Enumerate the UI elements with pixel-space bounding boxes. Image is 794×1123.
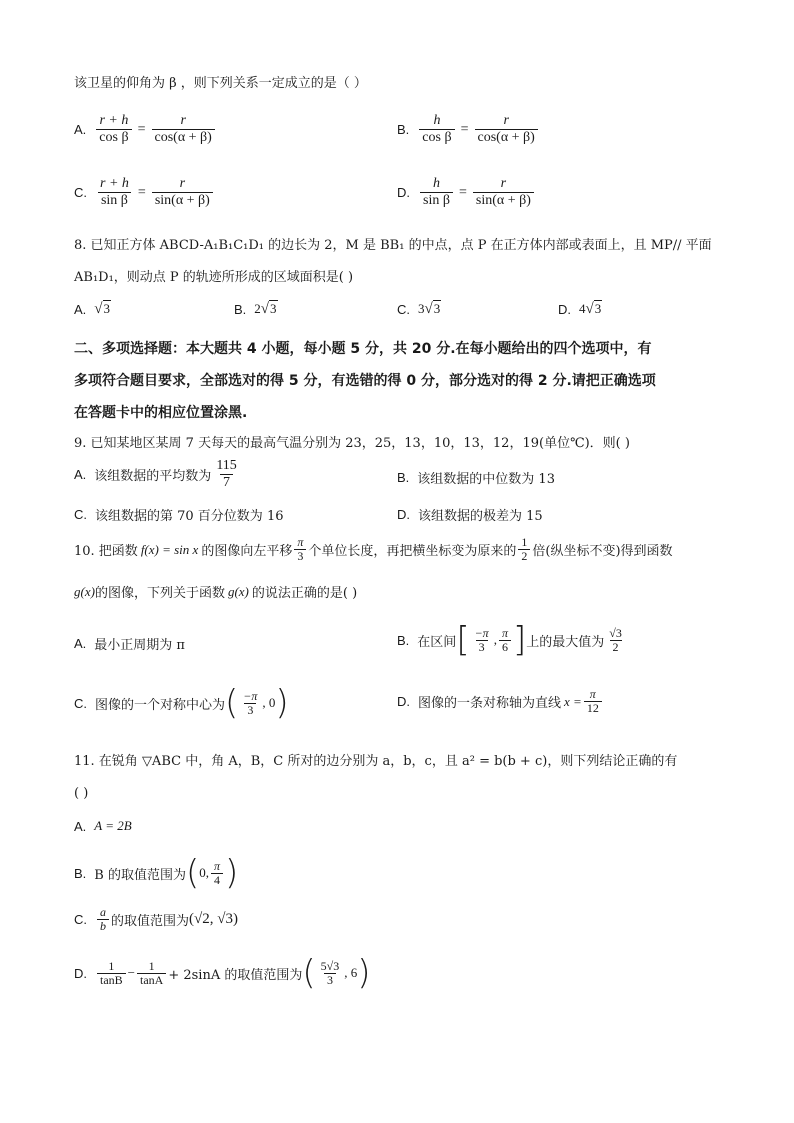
section-heading-line2: 多项符合题目要求，全部选对的得 5 分，有选错的得 0 分，部分选对的得 2 分.请把正确选项 [74, 373, 656, 389]
option-label: C. [74, 185, 87, 200]
fraction: $\frac{h}{\text{sin β}}$ [420, 176, 453, 209]
fraction: $\frac{r}{\sin(\alpha + \beta)}$ [152, 176, 213, 209]
q11-stem: 11. 在锐角 ▽ABC 中，角 A，B，C 所对的边分别为 a，b，c，且 a² = b(b + c)，则下列结论正确的有 [74, 754, 678, 769]
q10-option-c: C. 图像的一个对称中心为 ( $\frac{-\pi}{3}$ , 0 ) [74, 683, 289, 723]
fraction: $\frac{-\pi}{3}$ [474, 625, 489, 654]
option-label: A. [74, 122, 87, 137]
q8-stem-line2: AB₁D₁，则动点 P 的轨迹所形成的区域面积是( ) [74, 270, 354, 285]
fraction: $\frac{1}{2}$ [518, 536, 530, 563]
option-label: D. [397, 185, 410, 200]
q7-option-d: D. $\frac{h}{\text{sin β}}$ = $\frac{r}{\sin(\alpha + \beta)}$ [397, 176, 536, 209]
q7-option-c: C. $\frac{r + h}{\text{sin β}}$ = $\frac{r}{\sin(\alpha + \beta)}$ [74, 176, 215, 209]
fraction: $\frac{a}{b}$ [97, 906, 109, 933]
q9-option-d: D. 该组数据的极差为 15 [397, 507, 543, 524]
sqrt-expr: √ 3 [585, 301, 602, 317]
q10-stem-line1: 10. 把函数 f(x) = sin x 的图像向左平移 $\frac{\pi}{3}$ 个单位长度，再把横坐标变为原来的 $\frac{1}{2}$ 倍(纵坐标不变)得到函数 [74, 535, 673, 563]
fraction: $\frac{r + h}{\text{cos β}}$ [96, 113, 131, 146]
q10-option-b: B. 在区间 [ $\frac{-\pi}{3}$ , $\frac{\pi}{6}$ ] 上的最大值为 $\frac{√3}{2}$ [397, 623, 627, 657]
section-heading-line1: 二、多项选择题：本大题共 4 小题，每小题 5 分，共 20 分.在每小题给出的四个选项中，有 [74, 341, 652, 357]
q11-paren: ( ) [74, 786, 89, 801]
fraction: $\frac{-\pi}{3}$ [243, 688, 258, 717]
fraction: $\frac{h}{\text{cos β}}$ [419, 113, 454, 146]
q7-stem: 该卫星的仰角为 β ，则下列关系一定成立的是（ ） [74, 76, 367, 91]
fraction: $\frac{5√3}{3}$ [320, 958, 340, 987]
q10-stem-line2: g(x) 的图像，下列关于函数 g(x) 的说法正确的是( ) [74, 583, 358, 601]
q9-stem: 9. 已知某地区某周 7 天每天的最高气温分别为 23，25，13，10，13，12，19(单位℃)．则( ) [74, 436, 630, 451]
q7-option-b: B. $\frac{h}{\text{cos β}}$ = $\frac{r}{\cos(\alpha + \beta)}$ [397, 113, 540, 146]
q9-option-c: C. 该组数据的第 70 百分位数为 16 [74, 507, 284, 524]
fraction: $\frac{1}{\tan B}$ [97, 960, 126, 987]
fraction: $\frac{\pi}{6}$ [499, 627, 511, 654]
q10-option-d: D. 图像的一条对称轴为直线 x = $\frac{\pi}{12}$ [397, 688, 604, 715]
q8-option-a: A. √ 3 [74, 301, 111, 317]
q11-option-a: A. A = 2B [74, 818, 132, 834]
q10-option-a: A. 最小正周期为 π [74, 636, 185, 653]
q9-option-a: A. 该组数据的平均数为 $\frac{115}{7}$ [74, 458, 242, 491]
sqrt-expr: √ 3 [260, 301, 277, 317]
fraction: $\frac{\pi}{12}$ [584, 688, 602, 715]
fraction: $\frac{r + h}{\text{sin β}}$ [97, 176, 132, 209]
fraction: $\frac{\pi}{3}$ [294, 536, 306, 563]
q9-option-b: B. 该组数据的中位数为 13 [397, 470, 555, 487]
q8-option-d: D. 4 √ 3 [558, 301, 602, 317]
q8-stem-line1: 8. 已知正方体 ABCD-A₁B₁C₁D₁ 的边长为 2，M 是 BB₁ 的中点，点 P 在正方体内部或表面上，且 MP// 平面 [74, 238, 712, 253]
fraction: $\frac{\pi}{4}$ [211, 860, 223, 887]
q8-option-b: B. 2 √ 3 [234, 301, 277, 317]
fraction: $\frac{1}{\tan A}$ [137, 960, 166, 987]
q11-option-c: C. $\frac{a}{b}$ 的取值范围为 (√2, √3) [74, 905, 238, 933]
fraction: $\frac{115}{7}$ [216, 458, 237, 490]
fraction: $\frac{√3}{2}$ [609, 625, 622, 654]
q11-option-b: B. B 的取值范围为 ( 0, $\frac{\pi}{4}$ ) [74, 853, 239, 893]
fraction: $\frac{r}{\sin(\alpha + \beta)}$ [473, 176, 534, 209]
q7-option-a: A. $\frac{r + h}{\text{cos β}}$ = $\frac{r}{\cos(\alpha + \beta)}$ [74, 113, 217, 146]
q11-option-d: D. $\frac{1}{\tan B}$ − $\frac{1}{\tan A}$ + 2sinA 的取值范围为 ( $\frac{5√3}{3}$ , 6 ) [74, 953, 371, 993]
option-label: B. [397, 122, 410, 137]
fraction: $\frac{r}{\cos(\alpha + \beta)}$ [152, 113, 215, 146]
q8-option-c: C. 3 √ 3 [397, 301, 441, 317]
section-heading-line3: 在答题卡中的相应位置涂黑. [74, 405, 248, 421]
sqrt-expr: √ 3 [94, 301, 111, 317]
fraction: $\frac{r}{\cos(\alpha + \beta)}$ [475, 113, 538, 146]
sqrt-expr: √ 3 [424, 301, 441, 317]
